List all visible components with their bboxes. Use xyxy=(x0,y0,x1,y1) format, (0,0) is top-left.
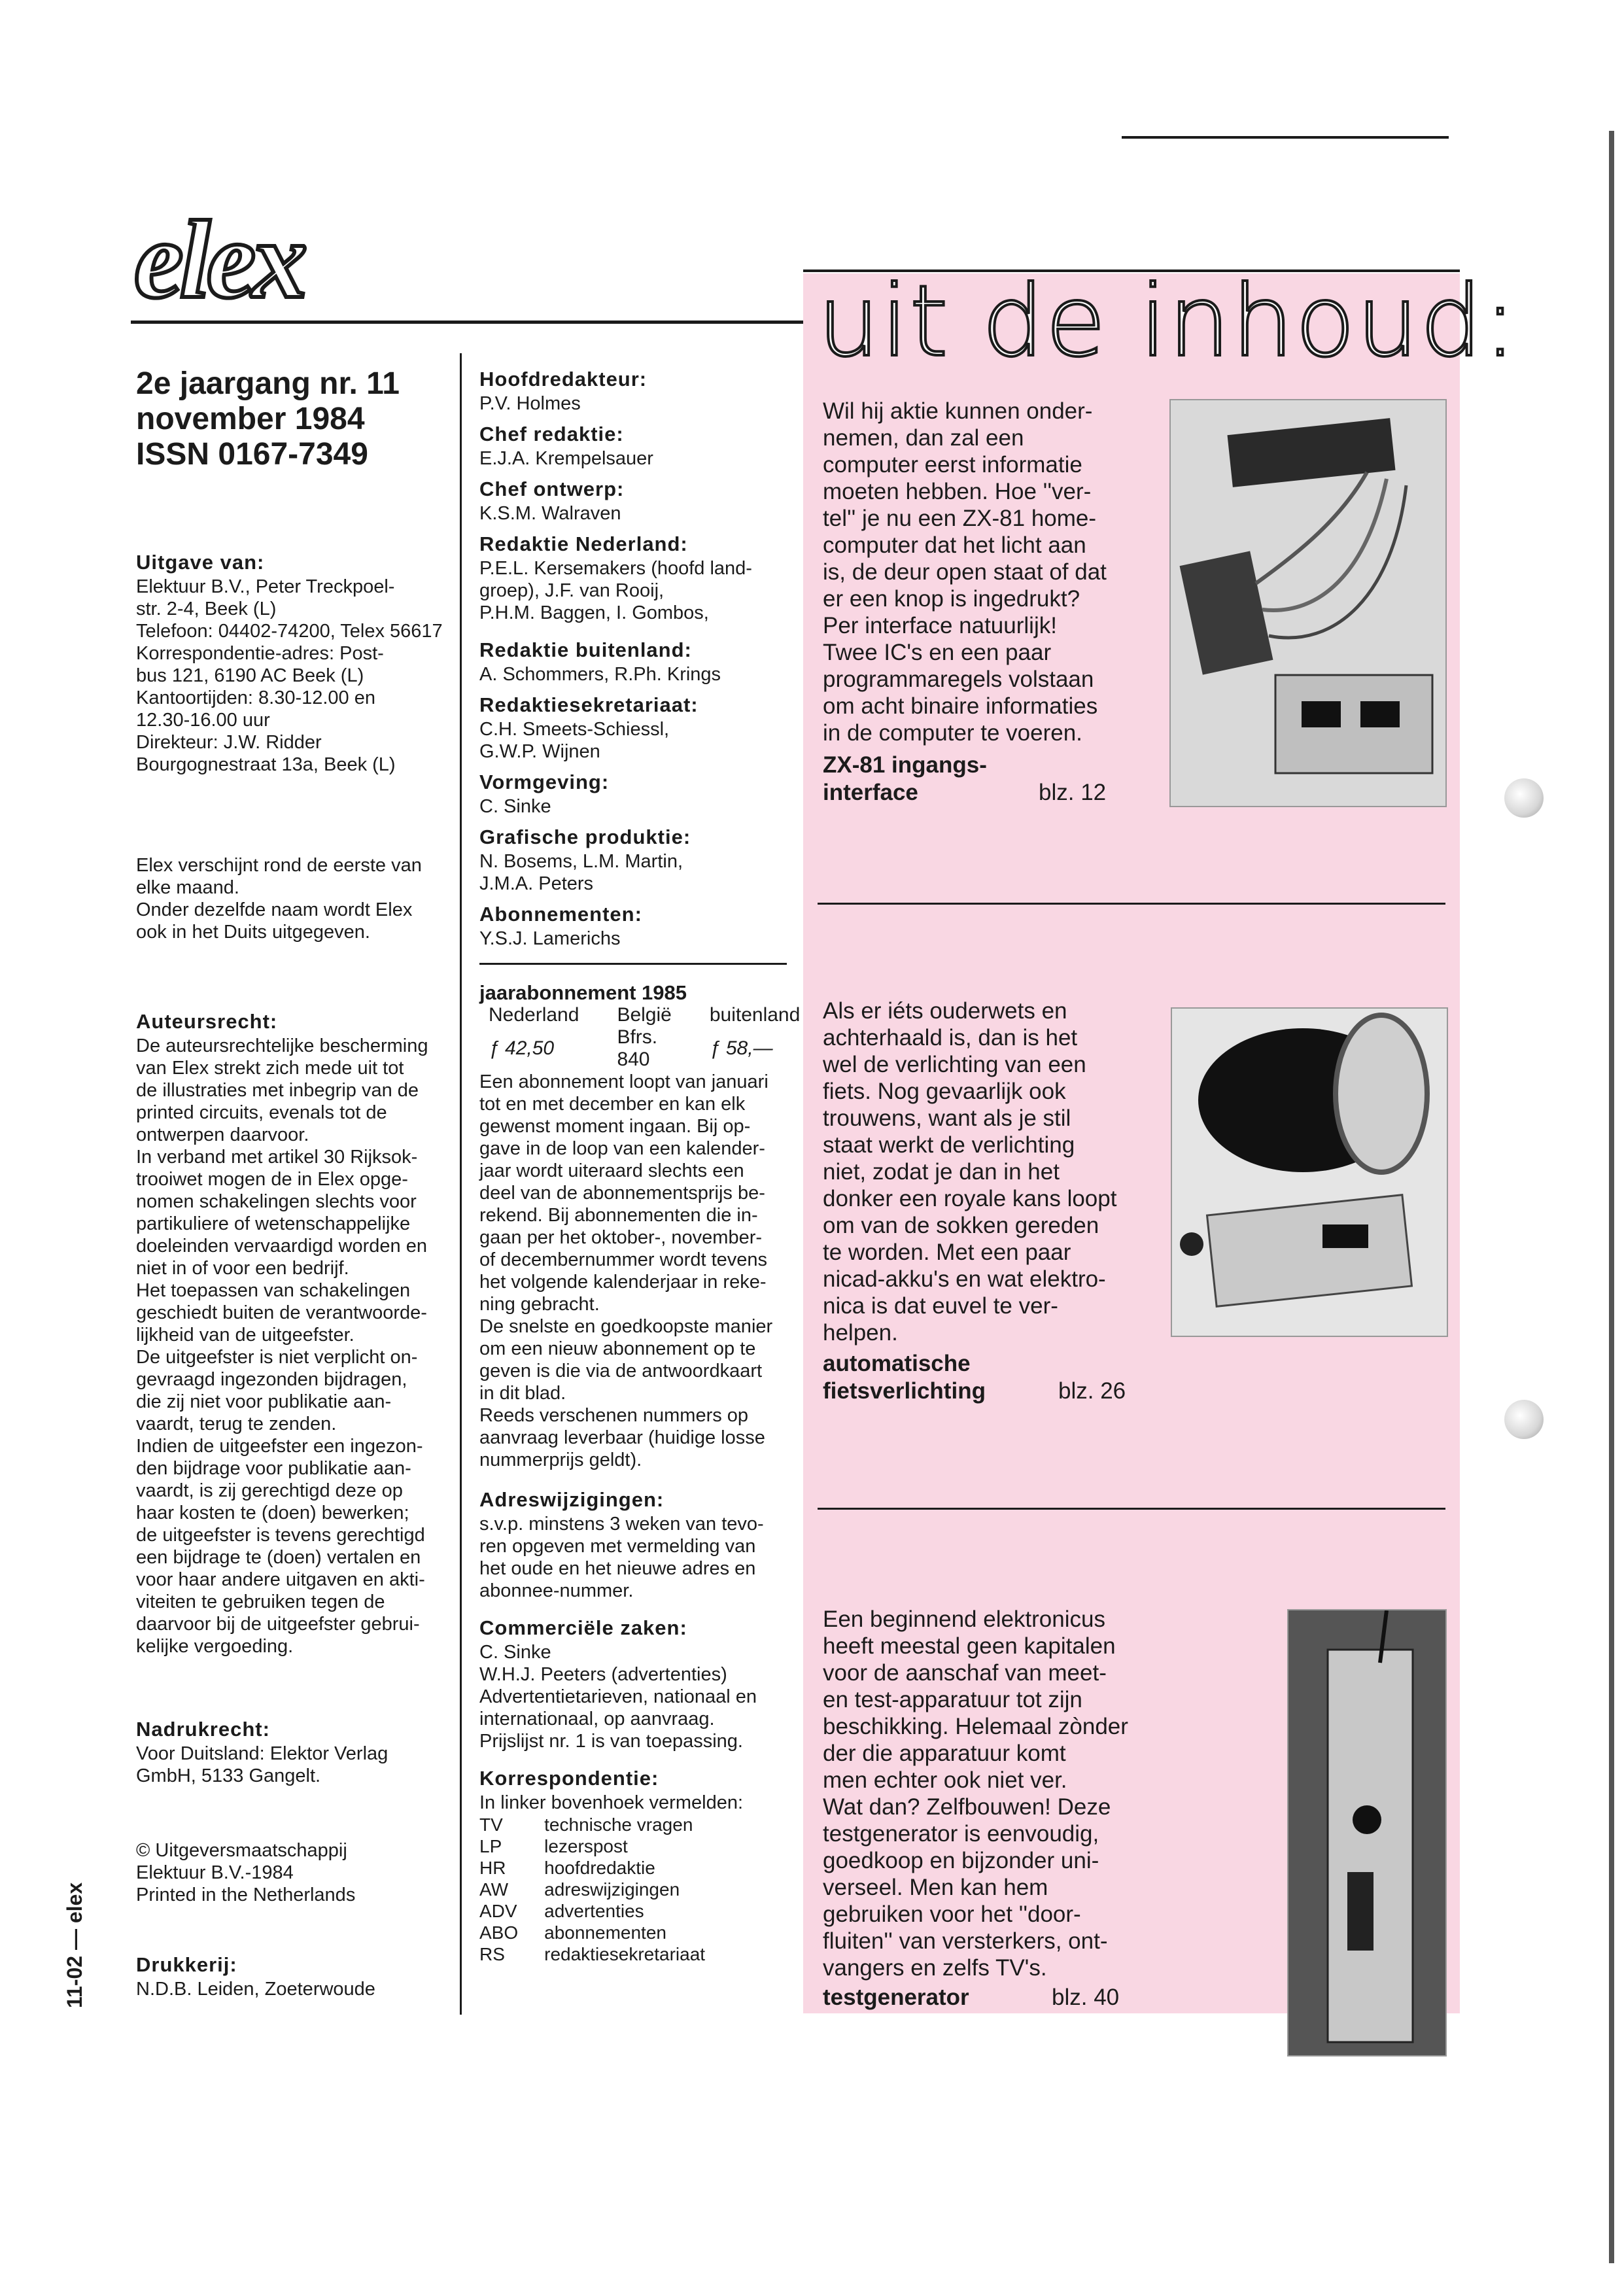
abbr-meaning: adreswijzigingen xyxy=(544,1879,680,1900)
abbr-code: TV xyxy=(479,1814,503,1835)
article-line: fiets. Nog gevaarlijk ook xyxy=(823,1079,1066,1104)
subscription-line: Een abonnement loopt van januari xyxy=(479,1071,769,1092)
article-page-ref[interactable]: blz. 40 xyxy=(1052,1985,1120,2010)
copyright-line: printed circuits, evenals tot de xyxy=(136,1102,387,1123)
subscription-line: gave in de loop van een kalender- xyxy=(479,1138,765,1159)
article-line: te worden. Met een paar xyxy=(823,1240,1071,1265)
article-title-line[interactable]: interface xyxy=(823,780,918,805)
article-line: gebruiken voor het ''door- xyxy=(823,1901,1081,1927)
article-page-ref[interactable]: blz. 12 xyxy=(1039,780,1107,805)
staff-entry xyxy=(479,531,793,624)
staff-name: Y.S.J. Lamerichs xyxy=(479,928,621,949)
staff-name: C.H. Smeets-Schiessl, xyxy=(479,719,670,740)
abbr-meaning: hoofdredaktie xyxy=(544,1858,655,1878)
article-line: voor de aanschaf van meet- xyxy=(823,1660,1107,1686)
staff-role: Chef redaktie: xyxy=(479,423,624,445)
issue-info xyxy=(136,366,400,472)
appearance-line: elke maand. xyxy=(136,877,239,898)
imprint-line: Elektuur B.V.-1984 xyxy=(136,1862,294,1883)
article-line: Wat dan? Zelfbouwen! Deze xyxy=(823,1794,1111,1820)
price-nl: ƒ 42,50 xyxy=(489,1037,555,1059)
staff-name: A. Schommers, R.Ph. Krings xyxy=(479,664,721,685)
subscription-line: nummerprijs geldt). xyxy=(479,1450,642,1470)
article-line: nicad-akku's en wat elektro- xyxy=(823,1266,1106,1292)
bicycle-lamp-image xyxy=(1172,1009,1447,1336)
subscription-line: tot en met december en kan elk xyxy=(479,1094,746,1115)
address-block xyxy=(479,1513,793,1602)
article-line: wel de verlichting van een xyxy=(823,1052,1086,1077)
copyright-line: van Elex strekt zich mede uit tot xyxy=(136,1058,404,1079)
publisher-line: Direkteur: J.W. Ridder xyxy=(136,732,322,753)
article-title-line[interactable]: testgenerator xyxy=(823,1985,969,2010)
subscription-line: jaar wordt uiteraard slechts een xyxy=(479,1160,744,1181)
copyright-line: niet in of voor een bedrijf. xyxy=(136,1258,349,1279)
article-1-photo xyxy=(1169,399,1447,807)
panel-divider-2 xyxy=(818,1508,1445,1510)
appearance-block xyxy=(136,854,450,943)
reprint-line: GmbH, 5133 Gangelt. xyxy=(136,1765,321,1786)
subscription-line: gewenst moment ingaan. Bij op- xyxy=(479,1116,751,1137)
publisher-block xyxy=(136,576,450,776)
copyright-line: haar kosten te (doen) bewerken; xyxy=(136,1502,409,1523)
copyright-line: geschiedt buiten de verantwoorde- xyxy=(136,1302,427,1323)
staff-name: K.S.M. Walraven xyxy=(479,503,621,524)
article-line: der die apparatuur komt xyxy=(823,1741,1066,1766)
subscription-rule xyxy=(479,963,787,965)
commercial-line: C. Sinke xyxy=(479,1642,551,1663)
printer-line: N.D.B. Leiden, Zoeterwoude xyxy=(136,1979,375,2000)
staff-name: P.V. Holmes xyxy=(479,393,581,414)
copyright-line: voor haar andere uitgaven en akti- xyxy=(136,1569,425,1590)
article-line: moeten hebben. Hoe ''ver- xyxy=(823,479,1092,504)
subscription-line: of decembernummer wordt tevens xyxy=(479,1249,768,1270)
abbreviation-table xyxy=(479,1814,731,1965)
article-line: in de computer te voeren. xyxy=(823,720,1082,746)
article-line: computer eerst informatie xyxy=(823,452,1082,477)
contents-title: uit de inhoud: xyxy=(818,265,1518,379)
copyright-line: lijkheid van de uitgeefster. xyxy=(136,1325,354,1346)
side-label: 11-02 — elex xyxy=(63,1882,86,2008)
article-page-ref[interactable]: blz. 26 xyxy=(1058,1378,1126,1404)
copyright-line: vaardt, terug te zenden. xyxy=(136,1414,337,1434)
address-line: s.v.p. minstens 3 weken van tevo- xyxy=(479,1514,764,1535)
abbr-meaning: technische vragen xyxy=(544,1814,693,1835)
copyright-line: nomen schakelingen slechts voor xyxy=(136,1191,417,1212)
commercial-heading: Commerciële zaken: xyxy=(479,1616,687,1639)
article-line: Wil hij aktie kunnen onder- xyxy=(823,398,1093,424)
issue-line-1: 2e jaargang nr. 11 xyxy=(136,366,400,401)
test-generator-image xyxy=(1288,1610,1445,2055)
article-line: programmaregels volstaan xyxy=(823,667,1094,692)
article-2-photo xyxy=(1171,1007,1448,1337)
address-heading: Adreswijzigingen: xyxy=(479,1488,665,1511)
article-title[interactable] xyxy=(823,1350,1163,1405)
abbreviation-row xyxy=(479,1943,731,1965)
staff-name: P.H.M. Baggen, I. Gombos, xyxy=(479,602,709,623)
subscription-line: ning gebracht. xyxy=(479,1294,600,1315)
abbr-code: LP xyxy=(479,1836,502,1856)
article-line: Twee IC's en een paar xyxy=(823,640,1052,665)
subscription-line: Reeds verschenen nummers op xyxy=(479,1405,749,1426)
abbreviation-row xyxy=(479,1814,731,1835)
reprint-block xyxy=(136,1743,450,1787)
abbr-code: AW xyxy=(479,1879,509,1900)
abbr-code: RS xyxy=(479,1944,505,1964)
copyright-line: gevraagd ingezonden bijdragen, xyxy=(136,1369,407,1390)
copyright-line: vaardt, is zij gerechtigd deze op xyxy=(136,1480,403,1501)
commercial-block xyxy=(479,1641,793,1752)
publisher-line: Bourgognestraat 13a, Beek (L) xyxy=(136,754,396,775)
staff-role: Redaktiesekretariaat: xyxy=(479,693,699,716)
binder-hole-middle xyxy=(1504,1400,1544,1439)
abbr-meaning: advertenties xyxy=(544,1901,644,1921)
subscription-price-table xyxy=(489,1004,812,1071)
article-line: tel'' je nu een ZX-81 home- xyxy=(823,506,1097,531)
copyright-line: kelijke vergoeding. xyxy=(136,1636,294,1657)
reprint-line: Voor Duitsland: Elektor Verlag xyxy=(136,1743,389,1764)
issn: ISSN 0167-7349 xyxy=(136,437,368,472)
abbreviation-row xyxy=(479,1857,731,1879)
elex-logo: elex xyxy=(134,198,304,321)
abbr-code: ABO xyxy=(479,1922,519,1943)
correspondence-heading: Korrespondentie: xyxy=(479,1767,659,1790)
publisher-line: Kantoortijden: 8.30-12.00 en xyxy=(136,687,375,708)
panel-divider-1 xyxy=(818,903,1445,905)
zx81-interface-image xyxy=(1171,400,1445,806)
article-line: om acht binaire informaties xyxy=(823,693,1098,719)
article-line: staat werkt de verlichting xyxy=(823,1132,1075,1158)
binder-hole-top xyxy=(1504,778,1544,818)
subscription-line: rekend. Bij abonnementen die in- xyxy=(479,1205,758,1226)
article-title[interactable] xyxy=(823,1984,1163,2011)
article-line: helpen. xyxy=(823,1320,898,1346)
article-line: verseel. Men kan hem xyxy=(823,1875,1048,1900)
staff-name: J.M.A. Peters xyxy=(479,873,594,894)
copyright-line: de uitgeefster is tevens gerechtigd xyxy=(136,1525,425,1546)
staff-entry xyxy=(479,366,793,415)
copyright-line: daarvoor bij de uitgeefster gebrui- xyxy=(136,1614,420,1635)
article-text xyxy=(823,1606,1163,1981)
article-line: fluiten'' van versterkers, ont- xyxy=(823,1928,1108,1954)
copyright-line: die zij niet voor publikatie aan- xyxy=(136,1391,392,1412)
price-be: Bfrs. 840 xyxy=(617,1026,658,1070)
copyright-block xyxy=(136,1035,450,1658)
article-line: nica is dat euvel te ver- xyxy=(823,1293,1058,1319)
country-abroad: buitenland xyxy=(709,1004,801,1026)
article-line: testgenerator is eenvoudig, xyxy=(823,1821,1099,1847)
staff-entry xyxy=(479,637,793,686)
staff-name: G.W.P. Wijnen xyxy=(479,741,600,762)
staff-role: Hoofdredakteur: xyxy=(479,368,648,391)
copyright-line: De auteursrechtelijke bescherming xyxy=(136,1035,428,1056)
copyright-line: In verband met artikel 30 Rijksok- xyxy=(136,1147,418,1168)
article-line: donker een royale kans loopt xyxy=(823,1186,1117,1211)
top-rule xyxy=(1122,136,1449,139)
reprint-heading: Nadrukrecht: xyxy=(136,1718,270,1741)
article-line: is, de deur open staat of dat xyxy=(823,559,1107,585)
publisher-line: str. 2-4, Beek (L) xyxy=(136,599,277,619)
staff-role: Grafische produktie: xyxy=(479,825,691,848)
article-line: heeft meestal geen kapitalen xyxy=(823,1633,1116,1659)
publisher-line: Telefoon: 04402-74200, Telex 56617 xyxy=(136,621,443,642)
article-line: men echter ook niet ver. xyxy=(823,1767,1067,1793)
country-be: België xyxy=(617,1004,672,1026)
subscription-line: aanvraag leverbaar (huidige losse xyxy=(479,1427,765,1448)
staff-role: Redaktie buitenland: xyxy=(479,638,692,661)
article-title-row xyxy=(823,779,1137,807)
subscription-line: in dit blad. xyxy=(479,1383,566,1404)
article-line: nemen, dan zal een xyxy=(823,425,1024,451)
abbreviation-row xyxy=(479,1922,731,1943)
appearance-line: Elex verschijnt rond de eerste van xyxy=(136,855,422,876)
subscription-block xyxy=(479,1071,793,1471)
article-text xyxy=(823,398,1137,746)
article-line: Als er iéts ouderwets en xyxy=(823,998,1067,1024)
staff-name: P.E.L. Kersemakers (hoofd land- xyxy=(479,558,752,579)
article-3-photo xyxy=(1287,1609,1447,2057)
abbr-code: ADV xyxy=(479,1901,517,1921)
copyright-line: trooiwet mogen de in Elex opge- xyxy=(136,1169,408,1190)
article-title-row xyxy=(823,1378,1163,1405)
abbreviation-row xyxy=(479,1879,731,1900)
price-abroad: ƒ 58,— xyxy=(709,1037,773,1059)
article-line: Een beginnend elektronicus xyxy=(823,1606,1105,1632)
abbreviation-row xyxy=(479,1900,731,1922)
subscription-line: gaan per het oktober-, november- xyxy=(479,1227,763,1248)
staff-entry xyxy=(479,901,793,950)
article-line: goedkoop en bijzonder uni- xyxy=(823,1848,1099,1873)
printer-heading: Drukkerij: xyxy=(136,1953,237,1976)
copyright-line: Indien de uitgeefster een ingezon- xyxy=(136,1436,423,1457)
address-line: abonnee-nummer. xyxy=(479,1580,634,1601)
article-title-line[interactable]: automatische xyxy=(823,1351,971,1376)
publisher-line: bus 121, 6190 AC Beek (L) xyxy=(136,665,364,686)
staff-entry xyxy=(479,476,793,525)
subscription-heading: jaarabonnement 1985 xyxy=(479,981,687,1004)
imprint-block xyxy=(136,1839,450,1906)
staff-role: Abonnementen: xyxy=(479,903,642,926)
copyright-line: De uitgeefster is niet verplicht on- xyxy=(136,1347,418,1368)
issue-line-2: november 1984 xyxy=(136,402,365,436)
country-nl: Nederland xyxy=(489,1004,579,1026)
copyright-line: viteiten te gebruiken tegen de xyxy=(136,1591,385,1612)
copyright-line: Het toepassen van schakelingen xyxy=(136,1280,411,1301)
appearance-line: ook in het Duits uitgegeven. xyxy=(136,922,370,943)
abbr-meaning: abonnementen xyxy=(544,1922,666,1943)
commercial-line: internationaal, op aanvraag. xyxy=(479,1709,715,1729)
left-column xyxy=(136,543,450,2000)
subscription-line: het volgende kalenderjaar in reke- xyxy=(479,1272,767,1293)
address-line: het oude en het nieuwe adres en xyxy=(479,1558,756,1579)
publisher-heading: Uitgave van: xyxy=(136,551,265,574)
subscription-line: om een nieuw abonnement op te xyxy=(479,1338,756,1359)
middle-column xyxy=(479,366,801,1965)
staff-entry xyxy=(479,421,793,470)
commercial-line: W.H.J. Peeters (advertenties) xyxy=(479,1664,727,1685)
staff-role: Vormgeving: xyxy=(479,771,610,793)
subscription-line: deel van de abonnementsprijs be- xyxy=(479,1183,765,1204)
article-text xyxy=(823,998,1163,1346)
publisher-line: Elektuur B.V., Peter Treckpoel- xyxy=(136,576,395,597)
column-divider xyxy=(460,353,462,2015)
commercial-line: Prijslijst nr. 1 is van toepassing. xyxy=(479,1731,743,1752)
abbr-meaning: redaktiesekretariaat xyxy=(544,1944,706,1964)
staff-role: Redaktie Nederland: xyxy=(479,532,688,555)
staff-entry xyxy=(479,824,793,895)
article-line: om van de sokken gereden xyxy=(823,1213,1099,1238)
article-line: vangers en zelfs TV's. xyxy=(823,1955,1047,1981)
staff-role: Chef ontwerp: xyxy=(479,477,625,500)
subscription-line: De snelste en goedkoopste manier xyxy=(479,1316,773,1337)
article-line: achterhaald is, dan is het xyxy=(823,1025,1078,1050)
article-line: er een knop is ingedrukt? xyxy=(823,586,1080,612)
appearance-line: Onder dezelfde naam wordt Elex xyxy=(136,899,413,920)
article-2 xyxy=(823,998,1163,1405)
article-line: trouwens, want als je stil xyxy=(823,1105,1071,1131)
copyright-line: partikuliere of wetenschappelijke xyxy=(136,1213,411,1234)
copyright-line: de illustraties met inbegrip van de xyxy=(136,1080,419,1101)
article-line: beschikking. Helemaal zònder xyxy=(823,1714,1128,1739)
abbr-code: HR xyxy=(479,1858,506,1878)
staff-name: C. Sinke xyxy=(479,796,551,817)
staff-name: N. Bosems, L.M. Martin, xyxy=(479,851,683,872)
staff-name: groep), J.F. van Rooij, xyxy=(479,580,665,601)
article-line: en test-apparatuur tot zijn xyxy=(823,1687,1082,1712)
publisher-line: Korrespondentie-adres: Post- xyxy=(136,643,384,664)
staff-entry xyxy=(479,692,793,763)
subscription-line: geven is die via de antwoordkaart xyxy=(479,1361,763,1381)
copyright-line: een bijdrage te (doen) vertalen en xyxy=(136,1547,421,1568)
correspondence-intro: In linker bovenhoek vermelden: xyxy=(479,1792,744,1813)
imprint-line: © Uitgeversmaatschappij xyxy=(136,1840,347,1861)
staff-entry xyxy=(479,769,793,818)
abbreviation-row xyxy=(479,1835,731,1857)
copyright-line: den bijdrage voor publikatie aan- xyxy=(136,1458,411,1479)
article-1 xyxy=(823,398,1137,807)
copyright-line: ontwerpen daarvoor. xyxy=(136,1124,309,1145)
imprint-line: Printed in the Netherlands xyxy=(136,1884,356,1905)
article-title-line[interactable]: ZX-81 ingangs- xyxy=(823,752,987,778)
address-line: ren opgeven met vermelding van xyxy=(479,1536,756,1557)
article-title[interactable] xyxy=(823,752,1137,807)
copyright-heading: Auteursrecht: xyxy=(136,1010,278,1033)
commercial-line: Advertentietarieven, nationaal en xyxy=(479,1686,757,1707)
article-line: niet, zodat je dan in het xyxy=(823,1159,1060,1185)
publisher-line: 12.30-16.00 uur xyxy=(136,710,270,731)
article-line: Per interface natuurlijk! xyxy=(823,613,1057,638)
staff-name: E.J.A. Krempelsauer xyxy=(479,448,653,469)
abbr-meaning: lezerspost xyxy=(544,1836,628,1856)
article-line: computer dat het licht aan xyxy=(823,532,1086,558)
copyright-line: doeleinden vervaardigd worden en xyxy=(136,1236,427,1257)
right-edge-rule xyxy=(1609,131,1614,2263)
article-3 xyxy=(823,1606,1163,2011)
article-title-line[interactable]: fietsverlichting xyxy=(823,1378,986,1404)
